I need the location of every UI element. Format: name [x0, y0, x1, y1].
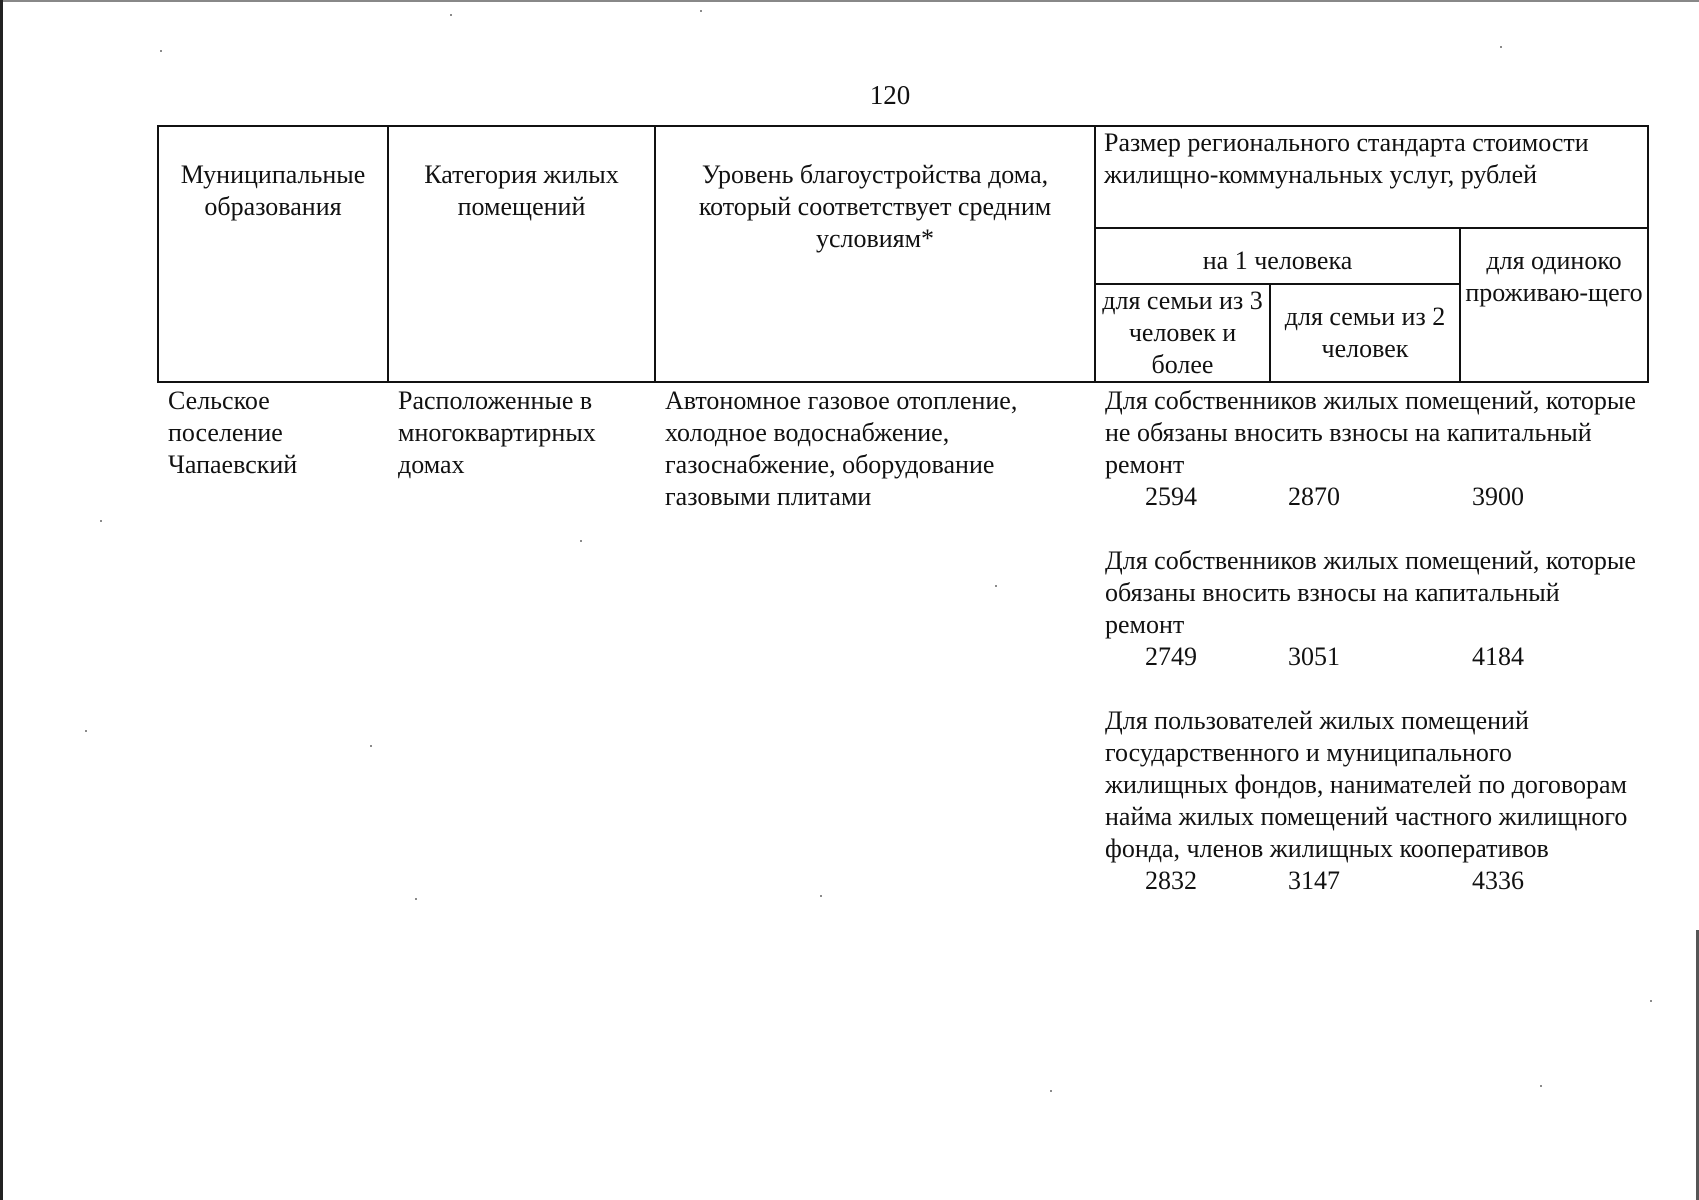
- cost-group: [1105, 705, 1640, 897]
- scan-edge-left: [0, 0, 3, 1200]
- scan-speck: [700, 10, 702, 12]
- value-single: 4184: [1472, 642, 1524, 671]
- cell-municipality: Сельское поселение Чапаевский: [168, 386, 298, 479]
- cost-group-label: Для собственников жилых помещений, которые обязаны вносить взносы на капитальный ремонт: [1105, 546, 1636, 639]
- cost-group-values: [1105, 641, 1575, 673]
- value-family-3-plus: 2749: [1145, 642, 1198, 671]
- header-family-3-plus: для семьи из 3 человек и более: [1095, 284, 1270, 382]
- scan-speck: [1500, 46, 1502, 48]
- cell-cost-groups: [1095, 382, 1648, 929]
- header-family-2: для семьи из 2 человек: [1270, 284, 1460, 382]
- value-single: 3900: [1472, 482, 1524, 511]
- value-family-3-plus: 2594: [1145, 482, 1198, 511]
- value-family-2: 2870: [1288, 482, 1341, 511]
- scan-speck: [1050, 1090, 1052, 1092]
- value-single: 4336: [1472, 866, 1524, 895]
- housing-cost-standard-table: [157, 125, 1649, 929]
- page-number: 120: [869, 80, 911, 110]
- header-municipalities: Муниципальные образования: [158, 126, 388, 382]
- cost-group-label: Для пользователей жилых помещений государственного и муниципального жилищных фондов, нанимателей по договорам найма жилых помещений частного жилищного фонда, членов жилищных кооперативов: [1105, 706, 1628, 863]
- cost-group: [1105, 385, 1640, 513]
- scan-speck: [1540, 1085, 1542, 1087]
- scan-edge-top: [0, 0, 1699, 2]
- header-standard-size: Размер регионального стандарта стоимости жилищно-коммунальных услуг, рублей: [1095, 126, 1648, 228]
- header-category: Категория жилых помещений: [388, 126, 655, 382]
- value-family-2: 3051: [1288, 642, 1341, 671]
- scan-speck: [450, 14, 452, 16]
- value-family-2: 3147: [1288, 866, 1341, 895]
- scan-speck: [85, 730, 87, 732]
- scan-speck: [160, 50, 162, 52]
- value-family-3-plus: 2832: [1145, 866, 1198, 895]
- header-single: для одиноко проживаю-щего: [1460, 228, 1648, 382]
- header-comfort-level: Уровень благоустройства дома, который соответствует средним условиям*: [655, 126, 1095, 382]
- cell-category: Расположенные в многоквартирных домах: [398, 386, 596, 479]
- cost-group-values: [1105, 481, 1575, 513]
- cost-group: [1105, 545, 1640, 673]
- cell-comfort-level: Автономное газовое отопление, холодное водоснабжение, газоснабжение, оборудование газовыми плитами: [665, 386, 1018, 511]
- scan-speck: [1650, 1000, 1652, 1002]
- cost-group-values: [1105, 865, 1575, 897]
- cost-group-label: Для собственников жилых помещений, которые не обязаны вносить взносы на капитальный ремонт: [1105, 386, 1636, 479]
- header-per-person: на 1 человека: [1095, 228, 1460, 284]
- scan-speck: [100, 520, 102, 522]
